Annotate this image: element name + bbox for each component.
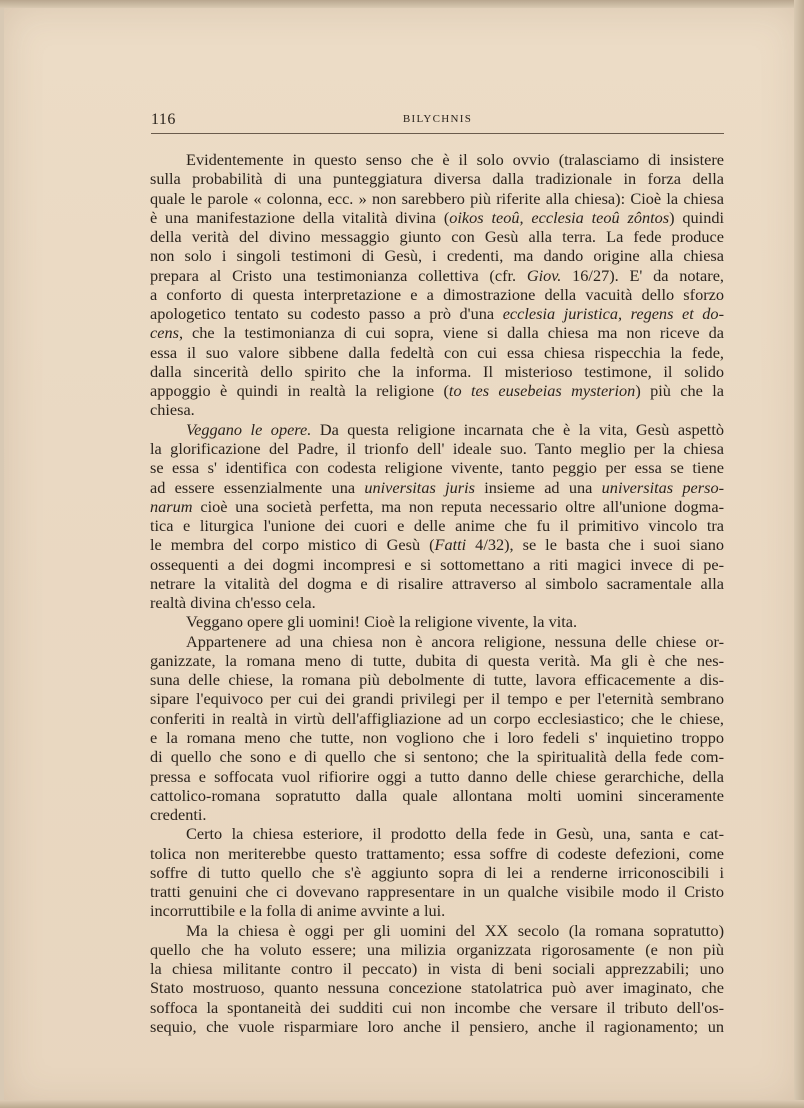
text-line xyxy=(150,266,724,285)
text-line xyxy=(150,516,724,535)
text-line xyxy=(150,747,724,766)
page-bottom-edge xyxy=(0,1100,804,1108)
italic-span: oikos teoû, ecclesia teoû zôntos xyxy=(449,207,670,227)
text-span: tolica non meriterebbe questo trattamento; essa soffre di codeste defezioni, come xyxy=(150,843,724,863)
text-line xyxy=(150,863,724,882)
text-line xyxy=(150,343,724,362)
italic-span: to tes eusebeias mysterion xyxy=(448,381,636,401)
text-line xyxy=(150,978,724,997)
text-span: la chiesa militante contro il peccato) in vista di beni sociali apprezzabili; uno xyxy=(150,959,724,979)
text-line xyxy=(150,940,724,959)
page-top-edge xyxy=(0,0,804,8)
text-span: soffre di tutto quello che s'è aggiunto sopra di lei a renderne irriconoscibili i xyxy=(150,862,724,882)
text-line xyxy=(150,208,724,227)
text-line xyxy=(150,670,724,689)
italic-span: Veggano le opere. xyxy=(186,419,312,439)
text-span: incorruttibile e la folla di anime avvinte a lui. xyxy=(150,901,446,921)
text-line xyxy=(150,593,724,612)
running-title: BILYCHNIS xyxy=(402,113,473,125)
text-line xyxy=(150,959,724,978)
text-line xyxy=(150,439,724,458)
italic-span: narum xyxy=(150,496,193,516)
text-span: Stato mostruoso, quanto nessuna concezione statolatrica può aver imaginato, che xyxy=(150,978,724,998)
text-line xyxy=(150,381,724,400)
text-span: cioè una società perfetta, ma non reputa necessario oltre all'unione dogma- xyxy=(192,496,724,516)
text-line xyxy=(150,227,724,246)
text-span: tica e liturgica l'unione dei cuori e delle anime che fu il primitivo vincolo tra xyxy=(150,516,724,536)
text-span: apologetico tentato su codesto passo a prò d'una xyxy=(150,304,503,324)
text-span: le membra del corpo mistico di Gesù ( xyxy=(150,535,435,555)
italic-span: cens xyxy=(150,323,179,343)
text-span: ganizzate, la romana meno di tutte, dubita di questa verità. Ma gli è che nes- xyxy=(150,650,724,670)
italic-span: Fatti xyxy=(434,535,467,555)
text-line xyxy=(150,921,724,940)
text-span: essa il suo valore sibbene dalla fedeltà con cui essa chiesa rispecchia la fede, xyxy=(150,342,724,362)
text-line xyxy=(150,458,724,477)
text-line xyxy=(150,844,724,863)
text-line xyxy=(150,998,724,1017)
text-span: ad essere essenzialmente una xyxy=(150,477,365,497)
text-span: ) quindi xyxy=(669,207,725,227)
text-span: cattolico-romana sopratutto dalla quale allontana molti uomini sinceramente xyxy=(150,785,724,805)
text-line xyxy=(150,728,724,747)
text-span: di quello che sono e di quello che si sentono; che la spiritualità della fede com- xyxy=(150,747,724,767)
italic-span: universitas juris xyxy=(364,477,475,497)
text-span: Appartenere ad una chiesa non è ancora religione, nessuna delle chiese or- xyxy=(186,631,724,651)
text-span: Ma la chiesa è oggi per gli uomini del XX secolo (la romana sopratutto) xyxy=(186,920,724,940)
text-line xyxy=(150,709,724,728)
text-span: sulla probabilità di una punteggiatura diversa dalla tradizionale in forza della xyxy=(150,169,724,189)
italic-span: Giov. xyxy=(526,265,562,285)
text-span: realtà divina ch'esso cela. xyxy=(150,593,316,613)
text-line xyxy=(150,824,724,843)
text-span: Evidentemente in questo senso che è il solo ovvio (tralasciamo di insistere xyxy=(186,150,724,169)
text-line xyxy=(150,651,724,670)
text-span: e la romana meno che tutte, non vogliono che i loro fedeli s' inquietino troppo xyxy=(150,727,724,747)
body-text xyxy=(150,150,724,1036)
text-span: dalla sincerità dello spirito che la informa. Il misterioso testimone, il solido xyxy=(150,361,724,381)
text-span: insieme ad una xyxy=(474,477,602,497)
text-line xyxy=(150,786,724,805)
text-line xyxy=(150,612,724,631)
text-span: credenti. xyxy=(150,805,207,825)
text-span: tratti genuini che ci dovevano rappresentare in un qualche visibile modo il Cristo xyxy=(150,882,724,902)
text-line xyxy=(150,150,724,169)
text-line xyxy=(150,767,724,786)
text-line xyxy=(150,246,724,265)
text-line xyxy=(150,689,724,708)
text-span: prepara al Cristo una testimonianza collettiva (cfr. xyxy=(150,265,527,285)
text-line xyxy=(150,555,724,574)
text-span: non solo i singoli testimoni di Gesù, i credenti, ma dando origine alla chiesa xyxy=(150,246,724,266)
page-right-edge xyxy=(794,0,804,1108)
text-span: , che la testimonianza di cui sopra, viene si dalla chiesa ma non riceve da xyxy=(178,323,724,343)
text-line xyxy=(150,901,724,920)
text-span: ossequenti a dei dogmi incompresi e si sottomettano a riti magici invece di pe- xyxy=(150,554,724,574)
italic-span: universitas perso- xyxy=(601,477,725,497)
text-span: chiesa. xyxy=(150,400,195,420)
text-span: della verità del divino messaggio giunto con Gesù alla terra. La fede produce xyxy=(150,227,724,247)
text-line xyxy=(150,420,724,439)
text-span: soffoca la spontaneità dei sudditi cui non incombe che versare il tributo dell'os- xyxy=(150,997,724,1017)
text-span: quello che ha voluto essere; una milizia organizzata rigorosamente (e non più xyxy=(150,939,724,959)
text-span: a conforto di questa interpretazione e a dimostrazione della vacuità dello sforzo xyxy=(150,284,724,304)
text-span: ) più che la xyxy=(635,381,725,401)
text-span: 16/27). E' da notare, xyxy=(561,265,724,285)
text-line xyxy=(150,478,724,497)
text-line xyxy=(150,304,724,323)
text-line xyxy=(150,574,724,593)
text-line xyxy=(150,882,724,901)
text-span: Veggano opere gli uomini! Cioè la religione vivente, la vita. xyxy=(186,612,578,632)
running-header xyxy=(151,111,724,134)
text-span: pressa e soffocata vuol rifiorire oggi a tutto danno delle chiese gerarchiche, della xyxy=(150,766,724,786)
text-span: 4/32), se le basta che i suoi siano xyxy=(466,535,725,555)
text-span: netrare la vitalità del dogma e di risalire attraverso al simbolo sacramentale alla xyxy=(150,573,724,593)
text-line xyxy=(150,535,724,554)
text-span: sipare l'equivoco per cui dei grandi privilegi per il tempo e per l'eternità sembrano xyxy=(150,689,724,709)
text-span: è una manifestazione della vitalità divina ( xyxy=(150,207,450,227)
text-span: conferiti in realtà in virtù dell'affigliazione ad un corpo ecclesiastico; che le chiese, xyxy=(150,708,724,728)
page-number: 116 xyxy=(151,111,176,128)
text-span: se essa s' identifica con codesta religione vivente, tanto peggio per essa se tiene xyxy=(150,458,724,478)
text-line xyxy=(150,189,724,208)
text-span: Certo la chiesa esteriore, il prodotto della fede in Gesù, una, santa e cat- xyxy=(186,824,724,844)
text-line xyxy=(150,497,724,516)
text-line xyxy=(150,805,724,824)
text-span: Da questa religione incarnata che è la vita, Gesù aspettò xyxy=(311,419,724,439)
text-line xyxy=(150,285,724,304)
text-span: suna delle chiese, la romana più debolmente di tutte, lavora efficacemente a dis- xyxy=(150,670,724,690)
text-span: sequio, che vuole risparmiare loro anche il pensiero, anche il ragionamento; un xyxy=(150,1016,724,1036)
text-span: appoggio è quindi in realtà la religione ( xyxy=(150,381,449,401)
text-line xyxy=(150,169,724,188)
text-line xyxy=(150,323,724,342)
text-span: la glorificazione del Padre, il trionfo dell' ideale suo. Tanto meglio per la chiesa xyxy=(150,438,724,458)
italic-span: ecclesia juristica, regens et do- xyxy=(502,304,724,324)
text-span: quale le parole « colonna, ecc. » non sarebbero più riferite alla chiesa): Cioè la chiesa xyxy=(150,188,724,208)
text-line xyxy=(150,362,724,381)
text-line xyxy=(150,400,724,419)
text-line xyxy=(150,1017,724,1036)
text-line xyxy=(150,632,724,651)
